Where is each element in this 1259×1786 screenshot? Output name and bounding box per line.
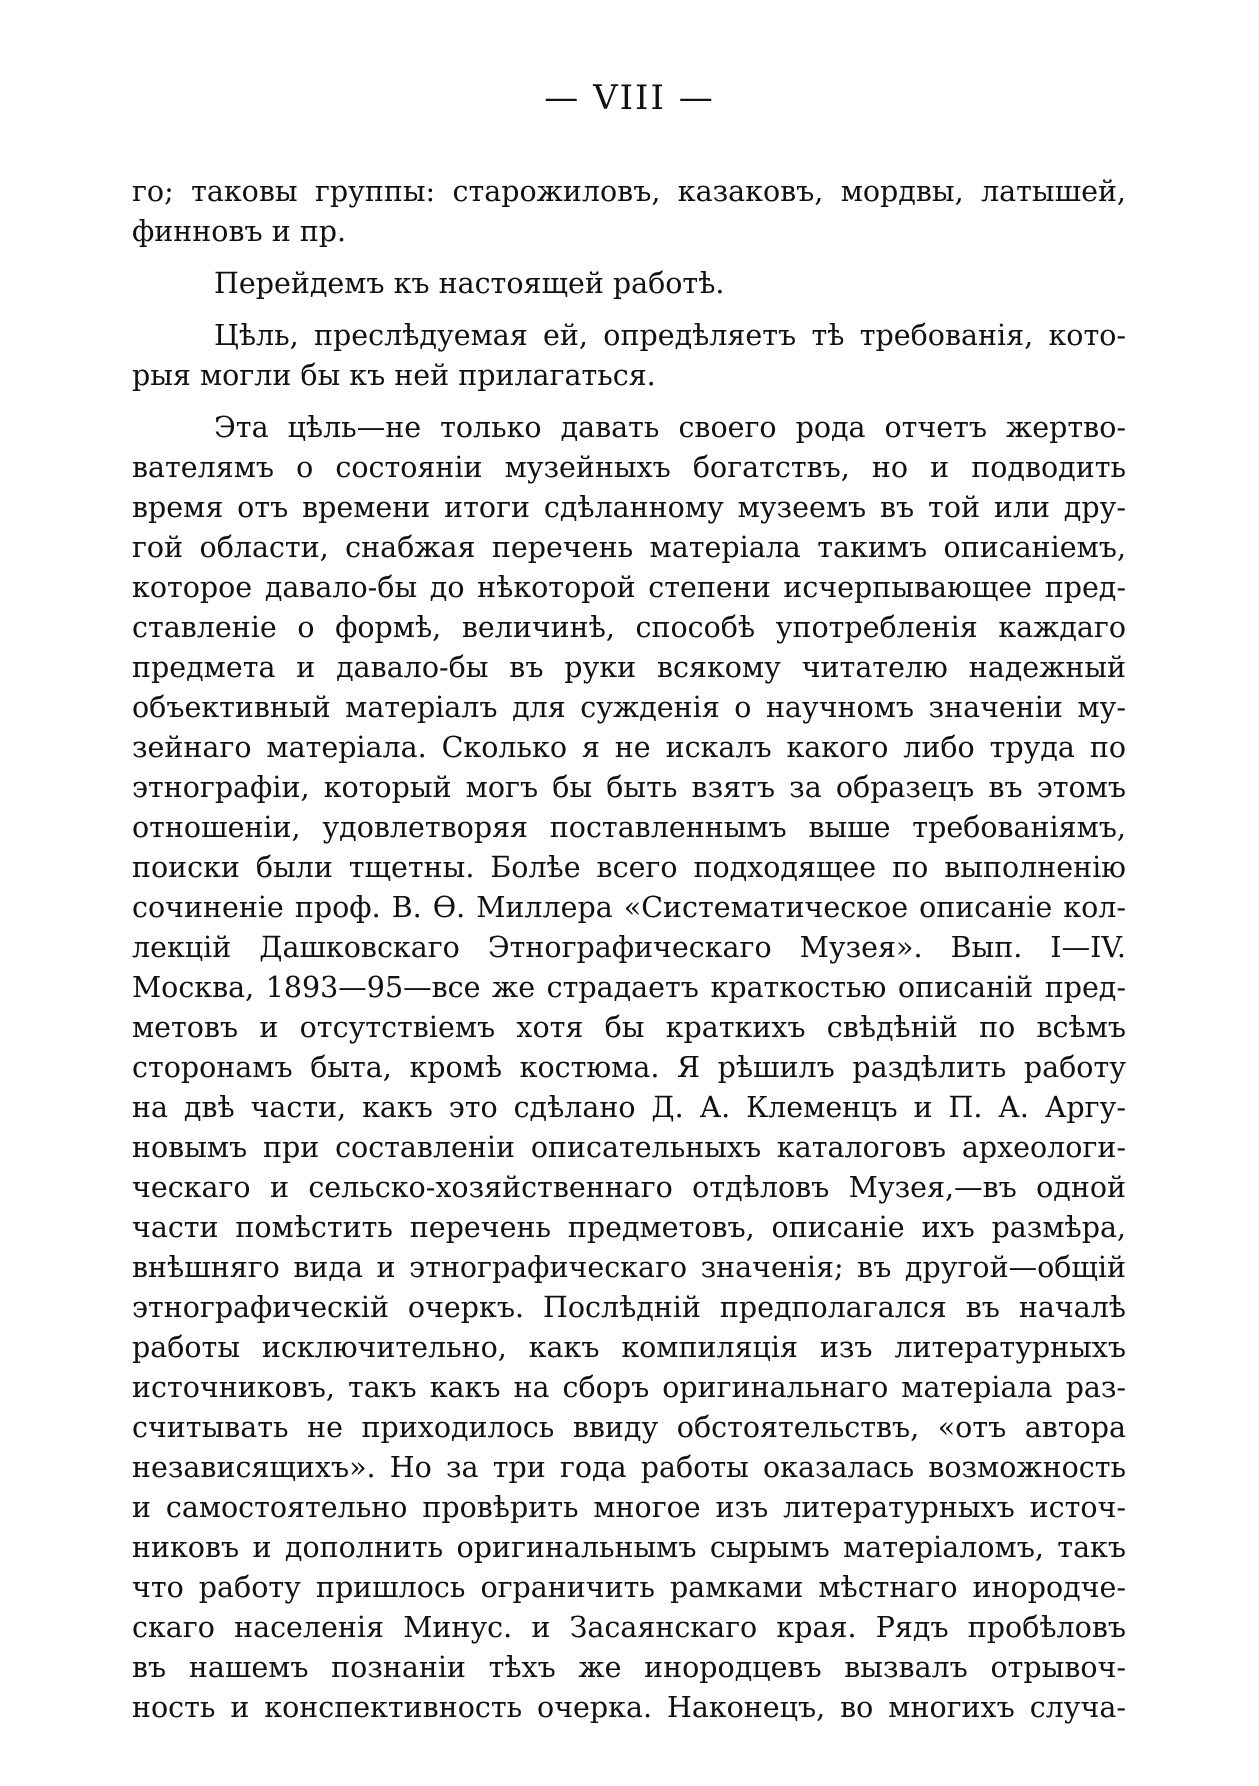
text-line: на двѣ части, какъ это сдѣлано Д. А. Клеменцъ и П. А. Аргу- — [132, 1091, 1126, 1124]
text-line: предмета и давало-бы въ руки всякому читателю надежный — [132, 651, 1126, 684]
body-text — [132, 172, 1126, 1728]
text-line: работы исключительно, какъ компиляція изъ литературныхъ — [132, 1331, 1126, 1364]
text-line: поиски были тщетны. Болѣе всего подходящее по выполненію — [132, 851, 1126, 884]
text-line: этнографіи, который могъ бы быть взятъ за образецъ въ этомъ — [132, 771, 1126, 804]
paragraph — [132, 408, 1126, 1728]
text-line: новымъ при составленіи описательныхъ каталоговъ археологи- — [132, 1131, 1126, 1164]
text-line: этнографическій очеркъ. Послѣдній предполагался въ началѣ — [132, 1291, 1126, 1324]
text-line: ность и конспективность очерка. Наконецъ, во многихъ случа- — [132, 1691, 1126, 1724]
text-line: вателямъ о состояніи музейныхъ богатствъ, но и подводить — [132, 451, 1126, 484]
text-line: го; таковы группы: старожиловъ, казаковъ, мордвы, латышей, — [132, 175, 1126, 208]
text-line: ставленіе о формѣ, величинѣ, способѣ употребленія каждаго — [132, 611, 1126, 644]
text-line: источниковъ, такъ какъ на сборъ оригинальнаго матеріала раз- — [132, 1371, 1126, 1404]
text-line: рыя могли бы къ ней прилагаться. — [132, 359, 656, 392]
text-line: объективный матеріалъ для сужденія о научномъ значеніи му- — [132, 691, 1126, 724]
text-line: зейнаго матеріала. Сколько я не искалъ какого либо труда по — [132, 731, 1126, 764]
text-line: Эта цѣль—не только давать своего рода отчетъ жертво- — [214, 411, 1126, 444]
text-line: время отъ времени итоги сдѣланному музеемъ въ той или дру- — [132, 491, 1126, 524]
text-line: финновъ и пр. — [132, 215, 347, 248]
text-line: гой области, снабжая перечень матеріала такимъ описаніемъ, — [132, 531, 1126, 564]
text-line: скаго населенія Минус. и Засаянскаго края. Рядъ пробѣловъ — [132, 1611, 1126, 1644]
text-line: части помѣстить перечень предметовъ, описаніе ихъ размѣра, — [132, 1211, 1126, 1244]
text-line: сочиненіе проф. В. Ѳ. Миллера «Систематическое описаніе кол- — [132, 891, 1126, 924]
text-line: независящихъ». Но за три года работы оказалась возможность — [132, 1451, 1126, 1484]
text-line: Москва, 1893—95—все же страдаетъ краткостью описаній пред- — [132, 971, 1126, 1004]
text-line: что работу пришлось ограничить рамками мѣстнаго инородче- — [132, 1571, 1126, 1604]
text-line: лекцій Дашковскаго Этнографическаго Музея». Вып. I—IV. — [132, 931, 1126, 964]
text-line: ческаго и сельско-хозяйственнаго отдѣловъ Музея,—въ одной — [132, 1171, 1126, 1204]
text-line: Перейдемъ къ настоящей работѣ. — [214, 267, 725, 300]
text-line: сторонамъ быта, кромѣ костюма. Я рѣшилъ раздѣлить работу — [132, 1051, 1126, 1084]
text-line: внѣшняго вида и этнографическаго значенія; въ другой—общій — [132, 1251, 1126, 1284]
text-line: которое давало-бы до нѣкоторой степени исчерпывающее пред- — [132, 571, 1126, 604]
paragraph — [132, 172, 1126, 252]
text-line: отношеніи, удовлетворяя поставленнымъ выше требованіямъ, — [132, 811, 1126, 844]
paragraph — [132, 264, 1126, 304]
text-line: никовъ и дополнить оригинальнымъ сырымъ матеріаломъ, такъ — [132, 1531, 1126, 1564]
paragraph — [132, 316, 1126, 396]
text-line: и самостоятельно провѣрить многое изъ литературныхъ источ- — [132, 1491, 1126, 1524]
text-line: Цѣль, преслѣдуемая ей, опредѣляетъ тѣ требованія, кото- — [214, 319, 1126, 352]
page-number: — VIII — — [544, 78, 715, 118]
text-line: считывать не приходилось ввиду обстоятельствъ, «отъ автора — [132, 1411, 1126, 1444]
text-line: въ нашемъ познаніи тѣхъ же инородцевъ вызвалъ отрывоч- — [132, 1651, 1126, 1684]
text-line: метовъ и отсутствіемъ хотя бы краткихъ свѣдѣній по всѣмъ — [132, 1011, 1126, 1044]
